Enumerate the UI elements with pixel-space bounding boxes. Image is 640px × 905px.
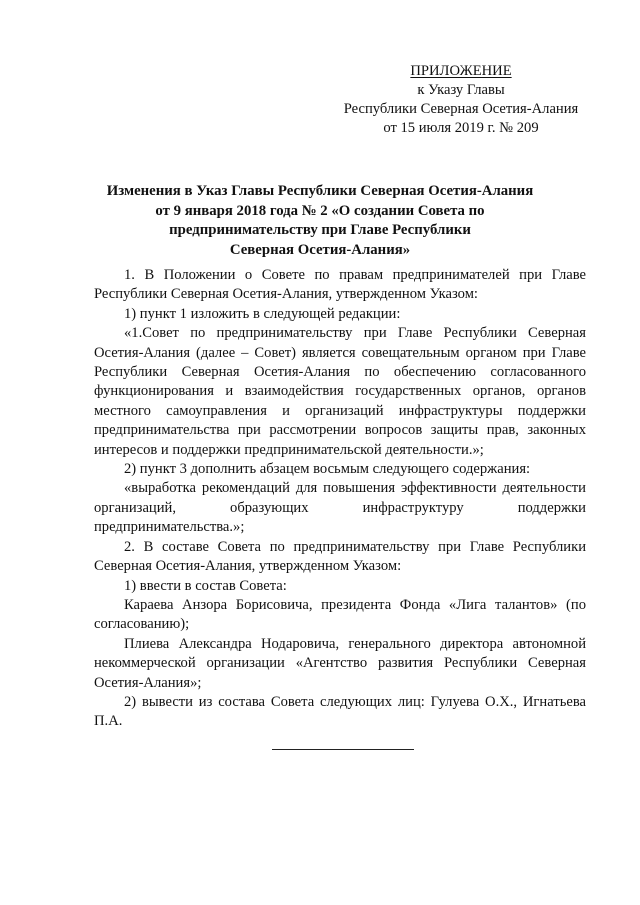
- paragraph-5: «выработка рекомендаций для повышения эффективности деятельности организаций, образующих инфраструктуру поддержки предпринимательства.»;: [94, 480, 586, 536]
- paragraph-8: Караева Анзора Борисовича, президента Фонда «Лига талантов» (по согласованию);: [94, 596, 586, 633]
- heading-line-4: Северная Осетия-Алания»: [229, 241, 411, 258]
- annex-line-3: Республики Северная Осетия-Алания: [343, 101, 579, 117]
- heading-line-1: Изменения в Указ Главы Республики Северная Осетия-Алания: [106, 183, 534, 199]
- annex-line-2: к Указу Главы: [417, 82, 505, 98]
- closing-divider: [272, 749, 414, 750]
- paragraph-6: 2. В составе Совета по предпринимательству при Главе Республики Северная Осетия-Алания, утвержденном Указом:: [94, 538, 586, 575]
- paragraph-10: 2) вывести из состава Совета следующих лиц: Гулуева О.Х., Игнатьева П.А.: [94, 693, 586, 730]
- paragraph-2: 1) пункт 1 изложить в следующей редакции:: [124, 305, 401, 322]
- paragraph-1: 1. В Положении о Совете по правам предпринимателей при Главе Республики Северная Осетия-Алания, утвержденном Указом:: [94, 267, 586, 303]
- document-heading: [100, 182, 540, 260]
- document-body: [94, 266, 586, 732]
- annex-line-4: от 15 июля 2019 г. № 209: [383, 120, 539, 136]
- annex-header: [330, 62, 592, 138]
- paragraph-4: 2) пункт 3 дополнить абзацем восьмым следующего содержания:: [124, 461, 531, 478]
- paragraph-7: 1) ввести в состав Совета:: [124, 577, 287, 594]
- heading-line-2: от 9 января 2018 года № 2 «О создании Совета по: [155, 202, 485, 219]
- paragraph-9: Плиева Александра Нодаровича, генерального директора автономной некоммерческой организации «Агентство развития Республики Северная Осетия-Алания»;: [94, 635, 586, 691]
- annex-title: ПРИЛОЖЕНИЕ: [410, 63, 512, 79]
- paragraph-3: «1.Совет по предпринимательству при Главе Республики Северная Осетия-Алания (далее – Совет) является совещательным органом при Главе Республики Северная Осетия-Алания по обеспечению согласованного функционирования и взаимодействия государственных органов, органов местного самоуправления и организаций инфраструктуры поддержки предпринимательства при рассмотрении вопросов защиты прав, законных интересов и поддержки предпринимательской деятельности.»;: [94, 325, 586, 458]
- heading-line-3: предпринимательству при Главе Республики: [169, 222, 471, 238]
